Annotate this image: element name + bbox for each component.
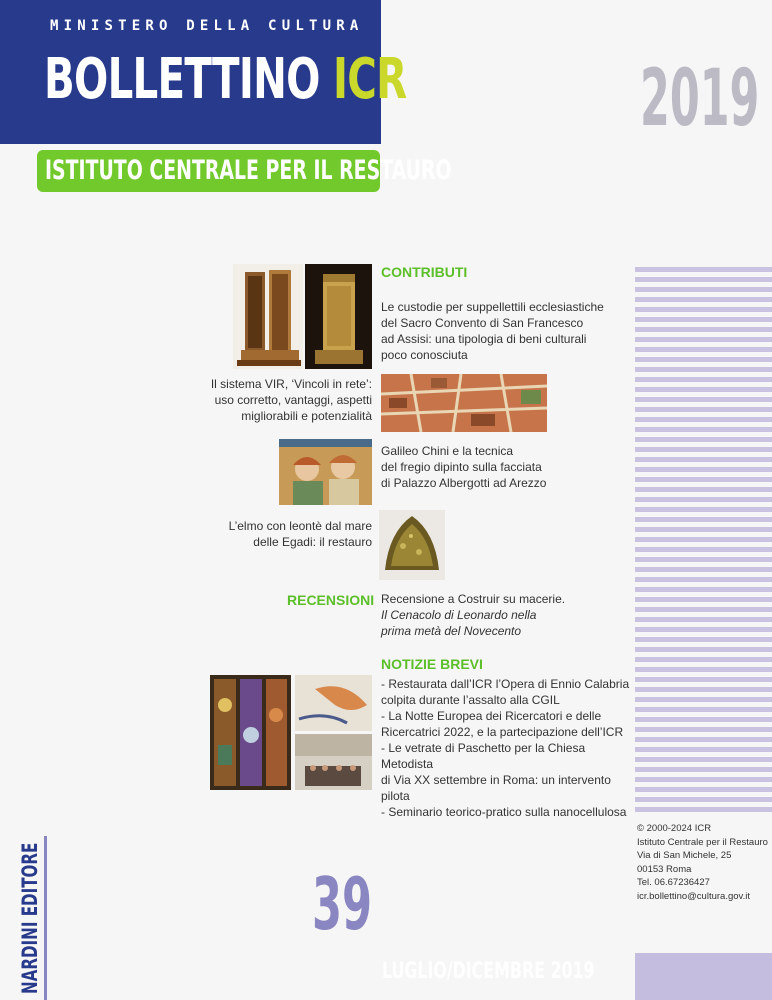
- contributo-4-line: delle Egadi: il restauro: [253, 535, 372, 549]
- contributo-1-line: poco conosciuta: [381, 348, 468, 362]
- contributo-4-line: L’elmo con leontè dal mare: [228, 519, 372, 533]
- contributo-1-line: Le custodie per suppellettili ecclesiastiche: [381, 300, 604, 314]
- contributo-2-line: migliorabili e potenzialità: [241, 409, 372, 423]
- decorative-bottom-band: [635, 953, 772, 1000]
- city-map-image: [381, 374, 547, 432]
- recensione-item: [381, 591, 631, 639]
- contributo-3-line: del fregio dipinto sulla facciata: [381, 460, 542, 474]
- notizia-line: - Seminario teorico-pratico sulla nanocellulosa: [381, 805, 627, 819]
- journal-title-main: BOLLETTINO: [44, 47, 320, 112]
- contact-info: [637, 822, 768, 903]
- decorative-stripes: [635, 267, 772, 815]
- contact-address: Via di San Michele, 25: [637, 850, 732, 861]
- contributo-3-line: di Palazzo Albergotti ad Arezzo: [381, 476, 547, 490]
- year-label: 2019: [640, 54, 760, 144]
- custody-closed-image: [305, 264, 372, 369]
- notizia-line: Ricercatrici 2022, e la partecipazione dell’ICR: [381, 725, 624, 739]
- stained-glass-image: [210, 675, 291, 790]
- issue-number: 39: [312, 862, 373, 946]
- fresco-frieze-image: [279, 439, 372, 505]
- institute-name: ISTITUTO CENTRALE PER IL RESTAURO: [45, 155, 452, 186]
- notizie-list: [381, 676, 636, 820]
- contact-email: icr.bollettino@cultura.gov.it: [637, 890, 750, 902]
- notizia-line: colpita durante l’assalto alla CGIL: [381, 693, 560, 707]
- publisher-name: NARDINI EDITORE: [18, 842, 42, 994]
- contributo-2-line: uso corretto, vantaggi, aspetti: [214, 393, 372, 407]
- contributo-1-line: del Sacro Convento di San Francesco: [381, 316, 584, 330]
- notizie-heading: NOTIZIE BREVI: [381, 656, 483, 672]
- recensioni-heading: RECENSIONI: [287, 592, 375, 608]
- researchers-night-image: [295, 734, 372, 790]
- contributo-2-line: Il sistema VIR, ‘Vincoli in rete’:: [210, 377, 372, 391]
- recensione-line: Recensione a Costruir su macerie.: [381, 592, 566, 606]
- notizia-line: - Le vetrate di Paschetto per la Chiesa Metodista: [381, 741, 586, 771]
- issue-date: LUGLIO/DICEMBRE 2019: [382, 959, 595, 984]
- journal-title: [44, 47, 407, 112]
- institute-banner: [37, 150, 452, 192]
- ministry-label: MINISTERO DELLA CULTURA: [50, 18, 364, 34]
- recensione-line: Il Cenacolo di Leonardo nella: [381, 608, 537, 622]
- helmet-image: [379, 510, 445, 580]
- contributo-item-3: [381, 443, 631, 491]
- contributo-item-2: [196, 376, 372, 424]
- recensione-line: prima metà del Novecento: [381, 624, 522, 638]
- notizia-line: - Restaurata dall’ICR l’Opera di Ennio Calabria: [381, 677, 630, 691]
- contributi-heading: CONTRIBUTI: [381, 264, 468, 280]
- publisher-rule: [44, 836, 47, 1000]
- contributo-item-1: [381, 299, 631, 363]
- journal-title-accent: ICR: [333, 47, 407, 112]
- calabria-artwork-image: [295, 675, 372, 731]
- contributo-1-line: ad Assisi: una tipologia di beni culturali: [381, 332, 587, 346]
- contributo-3-line: Galileo Chini e la tecnica: [381, 444, 514, 458]
- contributo-item-4: [196, 518, 372, 550]
- contact-institute: Istituto Centrale per il Restauro: [637, 836, 768, 848]
- notizia-line: - La Notte Europea dei Ricercatori e delle: [381, 709, 602, 723]
- copyright-line: © 2000-2024 ICR: [637, 823, 712, 834]
- contact-city: 00153 Roma: [637, 863, 692, 875]
- notizia-line: di Via XX settembre in Roma: un intervento pilota: [381, 773, 611, 803]
- contact-phone: Tel. 06.67236427: [637, 877, 710, 888]
- custody-open-image: [233, 264, 303, 369]
